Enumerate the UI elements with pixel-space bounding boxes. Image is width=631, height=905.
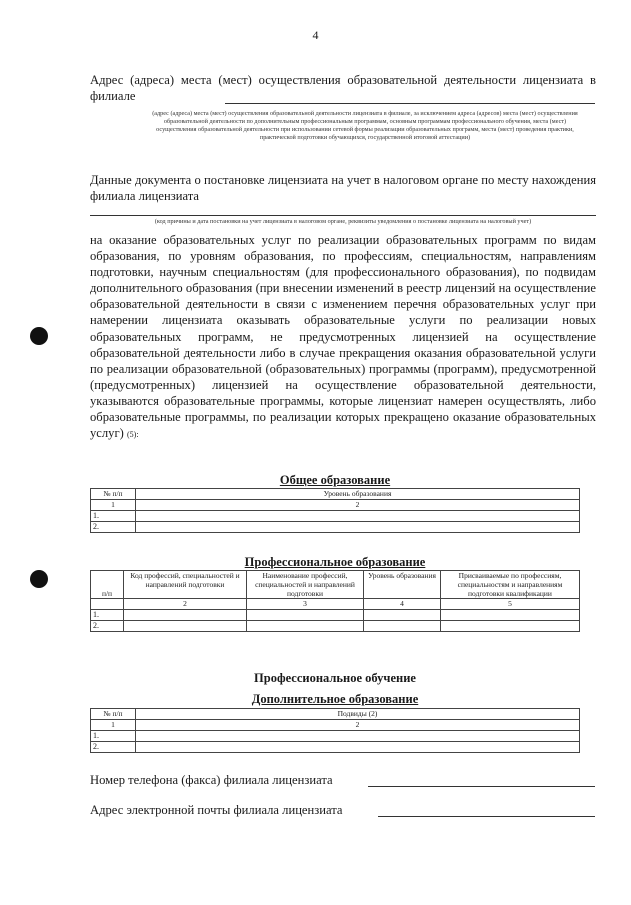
col-level: Уровень образования	[136, 489, 580, 500]
prof-ed-table	[90, 570, 580, 632]
table-row: 2.	[91, 621, 124, 632]
prof-ed-title: Профессиональное образование	[244, 555, 426, 569]
col-num: № п/п	[91, 709, 136, 720]
index-1: 1	[91, 720, 136, 731]
tax-label: Данные документа о постановке лицензиата на учет в налоговом органе по месту нахождения филиала лицензиата	[90, 173, 596, 203]
index-1: 1	[91, 500, 136, 511]
table-row: 1.	[91, 511, 136, 522]
col-num: № п/п	[91, 489, 136, 500]
index-2: 2	[136, 720, 580, 731]
email-field[interactable]	[378, 816, 595, 817]
index-3: 3	[247, 599, 364, 610]
index-5: 5	[441, 599, 580, 610]
col-name: Наименование профессий, специальностей и направлений подготовки	[247, 571, 364, 599]
col-num: п/п	[91, 571, 124, 599]
index-2: 2	[136, 500, 580, 511]
col-qualification: Присваиваемые по профессиям, специальностям и направлениям подготовки квалификации	[441, 571, 580, 599]
address-note: (адрес (адреса) места (мест) осуществления образовательной деятельности лицензиата в филиале, за исключением адреса (адресов) места (мест) осуществления образовательной деятельности по дополнительным профессиональным программам, основным программам профессионального обучения, места (мест) осуществления образовательной деятельности при использовании сетевой формы реализации образовательных программ, места (мест) проведения практики, практической подготовки обучающихся, государственной итоговой аттестации)	[152, 110, 578, 141]
general-ed-title: Общее образование	[279, 473, 391, 487]
punch-hole-icon	[30, 570, 48, 588]
index-4: 4	[364, 599, 441, 610]
add-ed-table	[90, 708, 580, 753]
table-row: 2.	[91, 742, 136, 753]
phone-field[interactable]	[368, 786, 595, 787]
col-subtype: Подвиды (2)	[136, 709, 580, 720]
col-code: Код профессий, специальностей и направлений подготовки	[124, 571, 247, 599]
tax-note: (код причины и дата постановки на учет лицензиата в налоговом органе, реквизиты уведомления о постановке лицензиата на налоговый учет)	[154, 218, 532, 225]
address-label: Адрес (адреса) места (мест) осуществления образовательной деятельности лицензиата в филиале	[90, 73, 596, 103]
main-paragraph	[90, 232, 596, 443]
main-footnote: (5):	[126, 430, 139, 440]
col-level: Уровень образования	[364, 571, 441, 599]
tax-line	[90, 215, 596, 216]
index-2: 2	[124, 599, 247, 610]
table-row: 1.	[91, 731, 136, 742]
address-line	[225, 103, 595, 104]
page-number: 4	[312, 28, 319, 42]
punch-hole-icon	[30, 327, 48, 345]
add-ed-title: Дополнительное образование	[251, 692, 419, 706]
table-row: 1.	[91, 610, 124, 621]
email-label: Адрес электронной почты филиала лицензиата	[90, 803, 343, 817]
phone-label: Номер телефона (факса) филиала лицензиата	[90, 773, 333, 787]
main-text: на оказание образовательных услуг по реализации образовательных программ по видам образования, по уровням образования, по профессиям, специальностям, направлениям подготовки, научным специальностям (для профессионального образования), по подвидам дополнительного образования (при внесении изменений в реестр лицензий на осуществление образовательной деятельности в связи с изменением перечня образовательных услуг при намерении лицензиата оказывать образовательные услуги по реализации новых образовательных программ, не предусмотренных лицензией на осуществление образовательной деятельности либо в случае прекращения оказания образовательной услуги по реализации образовательной (образовательных) программы (программ), предусмотренной (предусмотренных) лицензией на осуществление образовательной деятельности, указываются образовательные программы, которые лицензиат намерен осуществлять, либо образовательные программы, по реализации которых прекращено оказание образовательных услуг)	[90, 233, 596, 441]
table-row: 2.	[91, 522, 136, 533]
prof-training-title: Профессиональное обучение	[254, 671, 416, 685]
general-ed-table	[90, 488, 580, 533]
